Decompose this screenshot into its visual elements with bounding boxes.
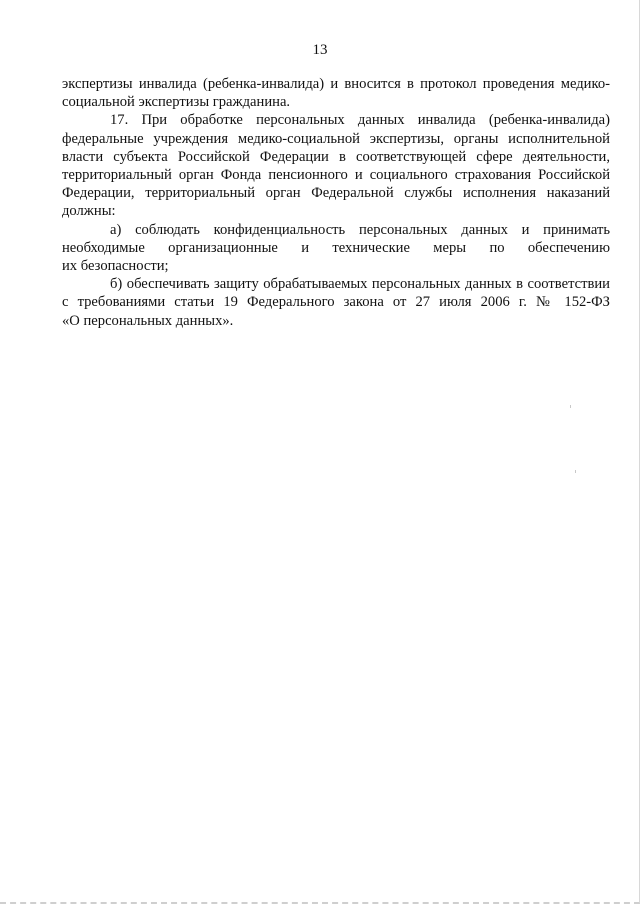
- document-body: [62, 75, 610, 330]
- paragraph-17-line-4: территориальный орган Фонда пенсионного и социального страхования Российской: [62, 167, 610, 184]
- page-number: 13: [312, 42, 328, 58]
- item-a-line-1: а) соблюдать конфиденциальность персональных данных и принимать: [110, 221, 610, 238]
- paragraph-17-line-2: федеральные учреждения медико-социальной экспертизы, органы исполнительной: [62, 130, 610, 147]
- item-a-line-2: необходимые организационные и технические меры по обеспечению: [62, 239, 610, 256]
- paragraph-17-line-6: должны:: [62, 203, 116, 220]
- text-line-2: социальной экспертизы гражданина.: [62, 94, 291, 111]
- item-b-line-2: с требованиями статьи 19 Федерального закона от 27 июля 2006 г. № 152-ФЗ: [62, 294, 610, 311]
- item-b-line-3: «О персональных данных».: [62, 312, 234, 329]
- paragraph-17-line-5: Федерации, территориальный орган Федеральной службы исполнения наказаний: [62, 185, 610, 202]
- item-a-line-3: их безопасности;: [62, 258, 169, 275]
- paragraph-17-line-1: 17. При обработке персональных данных инвалида (ребенка-инвалида): [110, 112, 610, 129]
- text-line-1: экспертизы инвалида (ребенка-инвалида) и вносится в протокол проведения медико-: [62, 76, 610, 92]
- scan-speck: [570, 405, 571, 408]
- item-b-line-1: б) обеспечивать защиту обрабатываемых персональных данных в соответствии: [110, 276, 610, 293]
- scan-speck: [575, 470, 576, 473]
- paragraph-17-line-3: власти субъекта Российской Федерации в соответствующей сфере деятельности,: [62, 148, 610, 165]
